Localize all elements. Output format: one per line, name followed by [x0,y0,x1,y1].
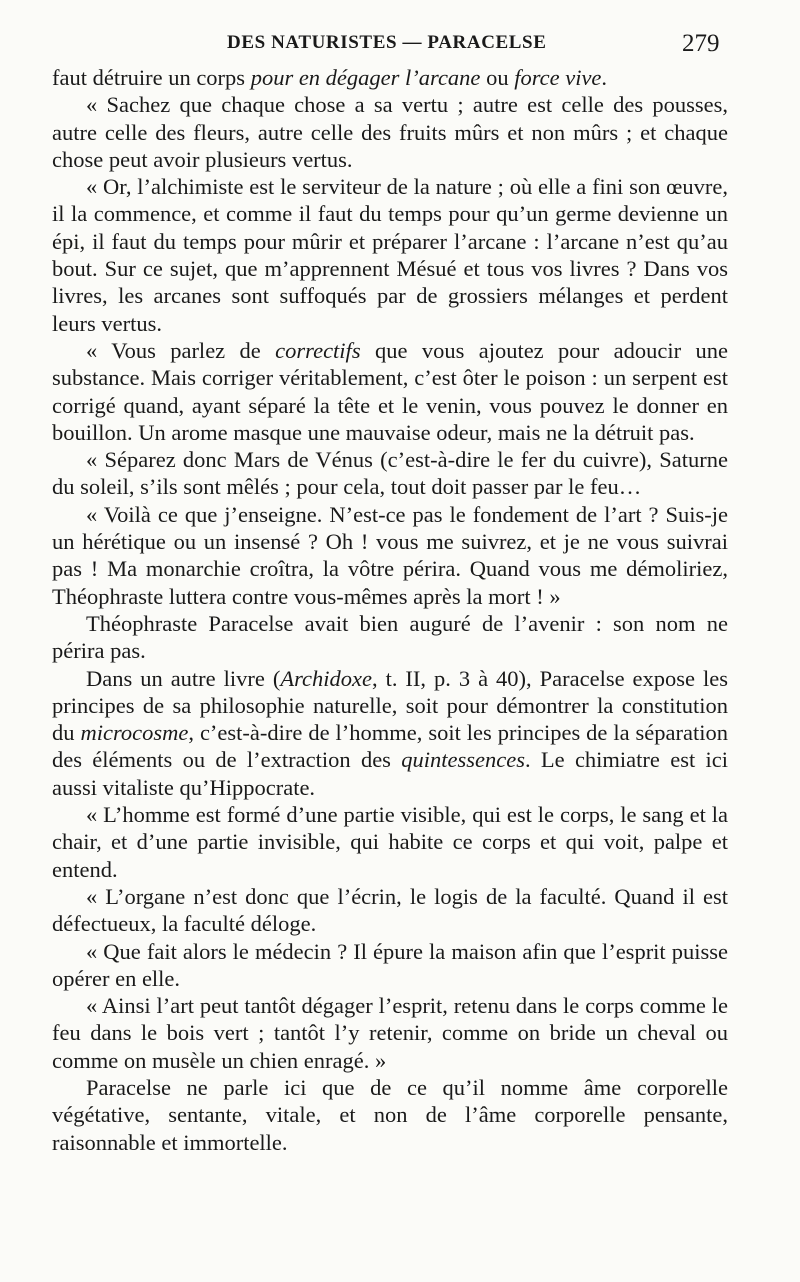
text-run: Dans un autre livre ( [86,665,281,691]
text-run: que vous ajoutez pour adoucir une substance. Mais corriger véritablement, c’est ôter le poison : un serpent est corrigé quand, ayant séparé la tête et le venin, vous pouvez le donner en bouillon. Un arome masque une mauvaise odeur, mais ne la détruit pas. [52,337,729,445]
paragraph [52,501,728,610]
text-run: « Ainsi l’art peut tantôt dégager l’esprit, retenu dans le corps comme le feu dans le bois vert ; tantôt l’y retenir, comme on bride un cheval ou comme on musèle un chien enragé. » [52,993,728,1073]
text-run: , t. II, p. 3 à 40), Paracelse expose les principes de sa philosophie naturelle, soit pour démontrer la constitution du [52,665,728,746]
italic-text: microcosme [80,720,189,746]
text-run: « L’organe n’est donc que l’écrin, le logis de la faculté. Quand il est défectueux, la faculté déloge. [52,883,728,937]
text-run: « Que fait alors le médecin ? Il épure la maison afin que l’esprit puisse opérer en elle. [52,938,728,991]
paragraph [52,610,728,665]
paragraph [52,992,728,1074]
paragraph [52,801,728,883]
text-run: . [601,65,608,90]
paragraph [52,1074,728,1156]
italic-text: correctifs [275,337,361,363]
text-run: « Voilà ce que j’enseigne. N’est-ce pas le fondement de l’art ? Suis-je un hérétique ou un insensé ? Oh ! vous me suivrez, et je ne vous suivrai pas ! Ma monarchie croîtra, la vôtre périra. Quand vous me démoliriez, Théophraste luttera contre vous-mêmes après la mort ! » [52,501,728,609]
paragraph [52,883,728,938]
page-header [0,30,800,64]
text-run: « Sachez que chaque chose a sa vertu ; autre est celle des pousses, autre celle des fleurs, autre celle des fruits mûrs et non mûrs ; et chaque chose peut avoir plusieurs vertus. [52,92,728,172]
paragraph [52,665,728,801]
text-run: « Vous parlez de [86,337,276,363]
text-run: . Le chimiatre est ici aussi vitaliste qu’Hippocrate. [52,747,728,800]
paragraph [52,173,728,337]
text-run: Théophraste Paracelse avait bien auguré de l’avenir : son nom ne périra pas. [52,610,728,664]
text-run: faut détruire un corps [52,65,251,90]
italic-text: Archidoxe [280,665,372,691]
italic-text: quintessences [401,747,525,773]
paragraph [52,64,728,91]
paragraph [52,446,728,501]
text-run: Paracelse ne parle ici que de ce qu’il nomme âme corporelle végétative, sentante, vitale, et non de l’âme corporelle pensante, raisonnable et immortelle. [52,1074,728,1155]
running-head: DES NATURISTES — PARACELSE [227,32,547,53]
paragraph [52,91,728,173]
text-run: ou [480,65,515,90]
paragraph [52,337,728,446]
text-run: « L’homme est formé d’une partie visible, qui est le corps, le sang et la chair, et d’une partie invisible, qui habite ce corps et qui voit, palpe et entend. [52,802,728,882]
text-run: « Or, l’alchimiste est le serviteur de la nature ; où elle a fini son œuvre, il la commence, et comme il faut du temps pour qu’un germe devienne un épi, il faut du temps pour mûrir et préparer l’arcane : l’arcane n’est qu’au bout. Sur ce sujet, que m’apprennent Mésué et tous vos livres ? Dans vos livres, les arcanes sont suffoqués par de grossiers mélanges et perdent leurs vertus. [52,174,728,336]
text-run: , c’est-à-dire de l’homme, soit les principes de la séparation des éléments ou de l’extraction des [52,720,729,773]
italic-text: pour en dégager l’arcane [250,65,481,90]
text-run: « Séparez donc Mars de Vénus (c’est-à-dire le fer du cuivre), Saturne du soleil, s’ils sont mêlés ; pour cela, tout doit passer par le feu… [52,447,728,500]
page-number: 279 [682,30,720,57]
italic-text: force vive [514,65,602,90]
body-text [52,64,728,1156]
paragraph [52,938,728,993]
